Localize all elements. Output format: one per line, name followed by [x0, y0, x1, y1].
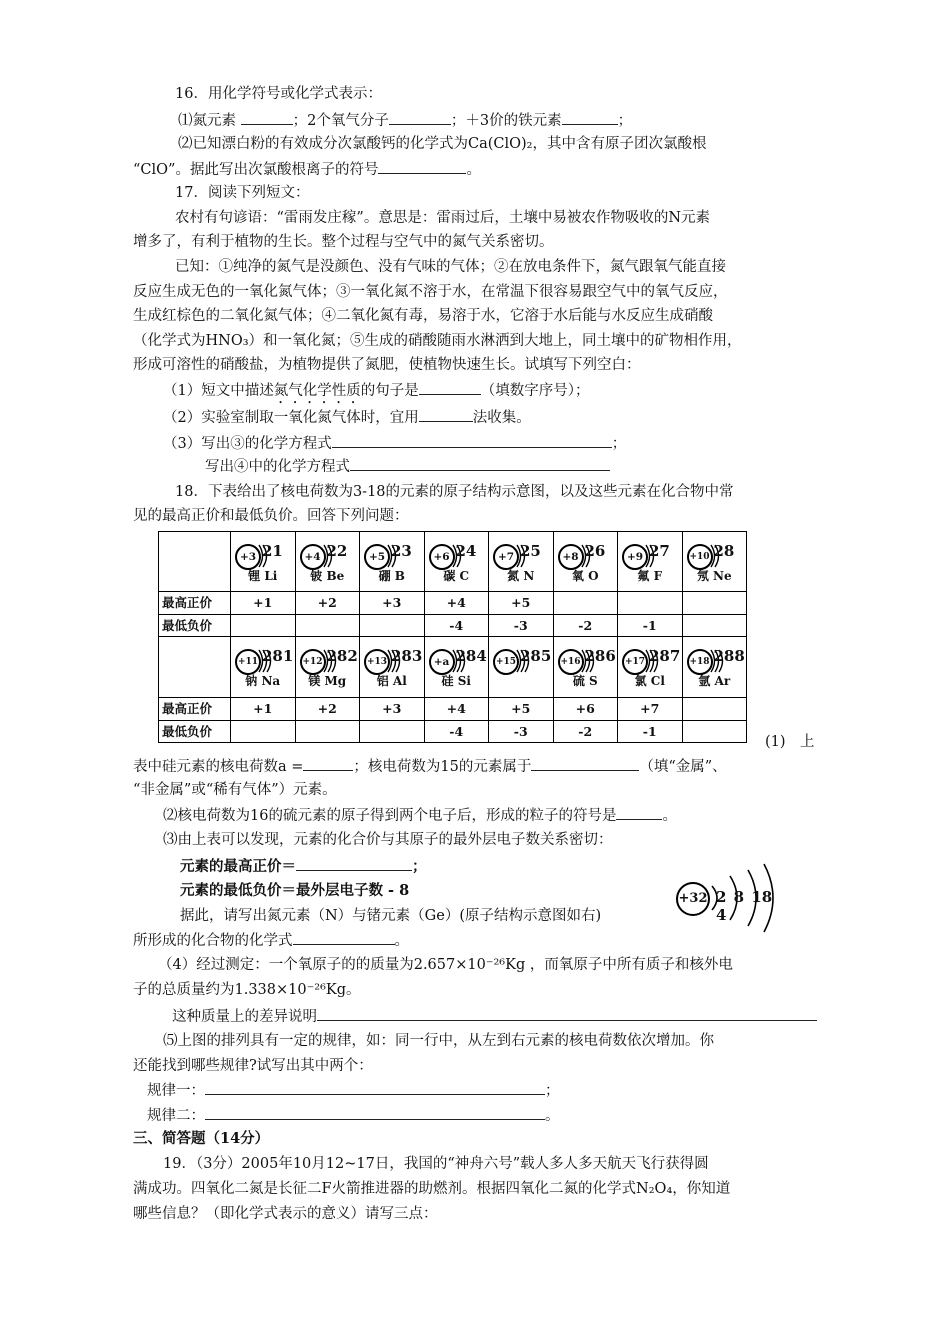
- atom-diagram: [425, 540, 489, 584]
- q17-sub3b: [205, 456, 610, 477]
- q17-s1-c: 的句子是: [360, 383, 419, 399]
- element-name: 氖 Ne: [696, 568, 732, 583]
- q16-stem: 16．用化学符号或化学式表示：: [175, 86, 382, 102]
- table-cell: -1: [618, 615, 683, 637]
- answer-blank[interactable]: [296, 856, 412, 871]
- q17-s2-a: （2）实验室制取一氧化氮气体时，宜用: [163, 410, 419, 426]
- q18-sub2: [163, 805, 677, 826]
- q18-rule-high: [180, 856, 427, 877]
- q17-sub1: [163, 380, 589, 407]
- table-cell: +4: [424, 592, 489, 615]
- section-title: 三、简答题（14分）: [133, 1130, 270, 1147]
- electron-count: 28: [713, 541, 735, 560]
- nucleus: +17: [622, 649, 648, 675]
- table-cell: [682, 637, 747, 698]
- q18-rule-low: 元素的最低负价＝最外层电子数 - 8: [180, 882, 410, 899]
- table-cell: +1: [231, 698, 296, 721]
- table-cell: [618, 592, 683, 615]
- table-cell: [360, 615, 425, 637]
- q17-text-3: 已知：①纯净的氮气是没颜色、没有气味的气体；②在放电条件下，氮气跟氧气能直接: [175, 259, 726, 275]
- nucleus: +11: [235, 649, 261, 675]
- q18-sub4-1: （4）经过测定：一个氧原子的的质量为2.657×10⁻²⁶Kg ，而氧原子中所有质子和核外电: [158, 957, 733, 973]
- q18-sub3: ⑶由上表可以发现，元素的化合价与其原子的最外层电子数关系密切：: [163, 832, 613, 848]
- table-row: [159, 721, 747, 743]
- nucleus: +16: [558, 649, 584, 675]
- table-cell: +2: [295, 592, 360, 615]
- table-cell: [682, 698, 747, 721]
- nucleus: +3: [235, 544, 261, 570]
- table-row: [159, 615, 747, 637]
- law1-label: 规律一：: [147, 1083, 205, 1099]
- atom-diagram: [425, 645, 489, 689]
- q18-s2-a: ⑵核电荷数为16的硫元素的原子得到两个电子后，形成的粒子的符号是: [163, 808, 617, 824]
- q18-stem-2: 见的最高正价和最低负价。回答下列问题：: [133, 508, 409, 524]
- nucleus: +15: [493, 649, 519, 675]
- electron-count: 286: [584, 647, 616, 665]
- table-cell: +3: [360, 698, 425, 721]
- q16-p1-a: ⑴氮元素: [178, 113, 241, 129]
- q19-line-3: 哪些信息？（即化学式表示的意义）请写三点：: [133, 1206, 438, 1222]
- table-cell: [231, 532, 296, 592]
- q17-text-5: 生成红棕色的二氧化氮气体；④二氧化氮有毒，易溶于水，它溶于水后能与水反应生成硝酸: [133, 308, 713, 324]
- table-row: [159, 532, 747, 592]
- answer-blank[interactable]: [332, 433, 612, 448]
- nucleus: +7: [493, 544, 519, 570]
- table-cell: -3: [489, 721, 554, 743]
- element-name: 氮 N: [507, 568, 535, 583]
- atom-diagram: [231, 540, 295, 584]
- electron-count: 22: [326, 541, 348, 560]
- q17-text-6: （化学式为HNO₃）和一氧化氮；⑤生成的硝酸随雨水淋洒到大地上，同土壤中的矿物相作用，: [133, 333, 742, 349]
- electron-count: 287: [649, 647, 681, 665]
- element-name: 氧 O: [571, 568, 599, 583]
- atom-diagram: [360, 540, 424, 584]
- electron-count: 285: [520, 647, 552, 665]
- q18-s3-d: 所形成的化合物的化学式: [133, 933, 293, 949]
- q18-law1: [147, 1080, 560, 1101]
- nucleus: +13: [364, 649, 390, 675]
- table-cell: [295, 721, 360, 743]
- ge-nucleus: +32: [676, 882, 710, 916]
- atom-diagram: [683, 540, 747, 584]
- q18-sub4-2: 子的总质量约为1.338×10⁻²⁶Kg。: [133, 982, 361, 998]
- element-name: 硅 Si: [441, 674, 471, 688]
- electron-count: 27: [649, 541, 670, 560]
- table-corner: [159, 532, 231, 592]
- q18-sub5-2: 还能找到哪些规律?试写出其中两个：: [133, 1058, 373, 1074]
- table-cell: +3: [360, 592, 425, 615]
- q17-s3-a: （3）写出③的化学方程式: [163, 436, 332, 452]
- table-cell: +6: [553, 698, 618, 721]
- q17-sub3: [163, 433, 626, 454]
- table-cell: -4: [424, 615, 489, 637]
- answer-blank[interactable]: [205, 1080, 545, 1095]
- electron-count: 23: [391, 541, 412, 560]
- q18-law2: [147, 1105, 560, 1126]
- q18-sub1-end: “非金属”或“稀有气体”）元素。: [133, 782, 337, 798]
- electron-count: 288: [713, 647, 745, 665]
- answer-blank[interactable]: [317, 1006, 817, 1021]
- element-name: 铍 Be: [310, 568, 345, 583]
- electron-count: 21: [262, 541, 283, 560]
- table-cell: [295, 532, 360, 592]
- q16-part2-line2: [133, 159, 481, 180]
- table-cell: [360, 721, 425, 743]
- atom-diagram: [618, 645, 682, 689]
- q17-sub2: [163, 407, 531, 428]
- q16-p2-c: 。: [466, 162, 481, 178]
- table-cell: [682, 615, 747, 637]
- q17-s1-d: （填数字序号）；: [480, 383, 590, 399]
- atom-diagram: [554, 645, 618, 689]
- q18-s3-e: 。: [394, 933, 409, 949]
- table-row: [159, 592, 747, 615]
- q17-stem: 17．阅读下列短文：: [175, 185, 310, 201]
- nucleus: +18: [687, 649, 713, 675]
- electron-count: 26: [584, 541, 606, 560]
- row-label: 最低负价: [159, 721, 231, 743]
- table-cell: [682, 721, 747, 743]
- atom-diagram: [554, 540, 618, 584]
- nucleus: +9: [622, 544, 648, 570]
- atom-diagram: [296, 540, 360, 584]
- law2-end: 。: [545, 1108, 560, 1124]
- nucleus: +a: [429, 649, 455, 675]
- q18-stem-1: 18．下表给出了核电荷数为3-18的元素的原子结构示意图，以及这些元素在化合物中常: [175, 484, 734, 500]
- atom-diagram: [683, 645, 747, 689]
- element-name: 硼 B: [378, 568, 405, 583]
- q16-p1-b: ；2个氧气分子: [292, 113, 389, 129]
- q18-s4-c: 这种质量上的差异说明: [172, 1009, 317, 1025]
- table-cell: [424, 637, 489, 698]
- q18-s2-b: 。: [662, 808, 677, 824]
- q16-p1-c: ；＋3价的铁元素: [450, 113, 562, 129]
- electron-count: 281: [262, 647, 294, 665]
- answer-blank[interactable]: [531, 756, 639, 771]
- q17-s3-b: ；: [611, 436, 627, 452]
- q17-s4-a: 写出④中的化学方程式: [205, 459, 350, 475]
- q19-line-1: 19．（3分）2005年10月12~17日，我国的“神舟六号”载人多人多天航天飞行获得圆: [163, 1156, 709, 1172]
- table-cell: [682, 532, 747, 592]
- table-cell: [231, 721, 296, 743]
- table-cell: +2: [295, 698, 360, 721]
- nucleus: +4: [300, 544, 326, 570]
- element-name: 硫 S: [572, 674, 598, 688]
- element-name: 氩 Ar: [698, 674, 731, 688]
- atom-diagram: [296, 645, 360, 689]
- table-cell: [360, 637, 425, 698]
- nucleus: +12: [300, 649, 326, 675]
- table-cell: [553, 532, 618, 592]
- table-row: [159, 637, 747, 698]
- germanium-atom-diagram: [676, 862, 786, 934]
- table-cell: [295, 637, 360, 698]
- q18-sub5-1: ⑸上图的排列具有一定的规律，如：同一行中，从左到右元素的核电荷数依次增加。你: [163, 1033, 714, 1049]
- element-name: 氯 Cl: [634, 674, 665, 688]
- law2-label: 规律二：: [147, 1108, 205, 1124]
- element-name: 铝 Al: [376, 674, 407, 688]
- q18-sub4-3: [172, 1006, 817, 1027]
- q16-p1-d: ；: [617, 113, 633, 129]
- atom-diagram: [618, 540, 682, 584]
- table-cell: [231, 615, 296, 637]
- table-cell: [682, 592, 747, 615]
- element-name: 氟 F: [637, 568, 663, 583]
- electron-count: 24: [455, 541, 477, 560]
- q17-s2-b: 法收集。: [472, 410, 531, 426]
- atom-diagram: [489, 540, 553, 584]
- table-cell: -2: [553, 721, 618, 743]
- row-label: 最高正价: [159, 698, 231, 721]
- element-table: [158, 531, 747, 743]
- q18-sub1-lead: (1) 上: [765, 734, 815, 750]
- electron-count: 282: [326, 647, 358, 665]
- q18-sub3-d: [133, 930, 409, 951]
- q18-sub3-c: 据此，请写出氮元素（N）与锗元素（Ge）(原子结构示意图如右): [180, 908, 602, 924]
- q17-text-4: 反应生成无色的一氧化氮气体；③一氧化氮不溶于水，在常温下很容易跟空气中的氧气反应，: [133, 284, 728, 300]
- table-cell: [553, 637, 618, 698]
- table-cell: -3: [489, 615, 554, 637]
- answer-blank[interactable]: [350, 456, 610, 471]
- answer-blank[interactable]: [419, 380, 481, 395]
- answer-blank[interactable]: [419, 407, 473, 422]
- answer-blank[interactable]: [241, 110, 293, 125]
- table-cell: [553, 592, 618, 615]
- nucleus: +6: [429, 544, 455, 570]
- q16-part1: [178, 110, 632, 131]
- element-name: 锂 Li: [248, 568, 278, 583]
- table-cell: +4: [424, 698, 489, 721]
- table-cell: [295, 615, 360, 637]
- q17-text-1: 农村有句谚语：“雷雨发庄稼”。意思是：雷雨过后，土壤中易被农作物吸收的N元素: [175, 210, 711, 226]
- table-cell: -2: [553, 615, 618, 637]
- q17-text-7: 形成可溶性的硝酸盐，为植物提供了氮肥，使植物快速生长。试填写下列空白：: [133, 357, 641, 373]
- table-cell: [618, 532, 683, 592]
- table-cell: [489, 637, 554, 698]
- q16-p2-b: “ClO”。据此写出次氯酸根离子的符号: [133, 162, 379, 178]
- table-cell: [231, 637, 296, 698]
- table-cell: +7: [618, 698, 683, 721]
- row-label: 最高正价: [159, 592, 231, 615]
- table-cell: -1: [618, 721, 683, 743]
- element-name: 镁 Mg: [308, 674, 347, 688]
- q19-line-2: 满成功。四氧化二氮是长征二F火箭推进器的助燃剂。根据四氧化二氮的化学式N₂O₄，你知道: [133, 1181, 731, 1197]
- table-cell: [489, 532, 554, 592]
- nucleus: +5: [364, 544, 390, 570]
- answer-blank[interactable]: [616, 805, 662, 820]
- table-row: [159, 698, 747, 721]
- table-cell: [360, 532, 425, 592]
- element-name: 钠 Na: [245, 674, 281, 688]
- atom-diagram: [231, 645, 295, 689]
- answer-blank[interactable]: [293, 930, 395, 945]
- electron-count: 283: [391, 647, 423, 665]
- law1-end: ；: [545, 1083, 560, 1099]
- table-cell: +5: [489, 698, 554, 721]
- table-corner: [159, 637, 231, 698]
- table-cell: -4: [424, 721, 489, 743]
- answer-blank[interactable]: [205, 1105, 545, 1120]
- nucleus: +10: [687, 544, 713, 570]
- q17-s1-a: （1）短文中描述: [163, 383, 274, 399]
- ge-electron-count: 2 8 18 4: [716, 888, 773, 924]
- table-cell: +5: [489, 592, 554, 615]
- row-label: 最低负价: [159, 615, 231, 637]
- table-cell: [618, 637, 683, 698]
- q18-s1-b: ；核电荷数为15的元素属于: [353, 759, 532, 775]
- answer-blank[interactable]: [378, 159, 466, 174]
- q18-sub1: [133, 756, 727, 777]
- q17-s1-emphasis: 氮气化学性质: [273, 383, 361, 399]
- atom-diagram: [489, 645, 553, 689]
- q18-s1-c: （填“金属”、: [639, 759, 727, 775]
- element-name: 碳 C: [443, 568, 470, 583]
- q17-text-2: 增多了，有利于植物的生长。整个过程与空气中的氮气关系密切。: [133, 234, 554, 250]
- table-cell: +1: [231, 592, 296, 615]
- q18-s1-a: 表中硅元素的核电荷数a =: [133, 759, 304, 775]
- electron-count: 284: [455, 647, 487, 665]
- q16-part2-line1: ⑵已知漂白粉的有效成分次氯酸钙的化学式为Ca(ClO)₂，其中含有原子团次氯酸根: [178, 136, 707, 152]
- rule-high-end: ；: [412, 858, 427, 875]
- atom-diagram: [360, 645, 424, 689]
- electron-count: 25: [520, 541, 541, 560]
- answer-blank[interactable]: [389, 110, 451, 125]
- table-cell: [424, 532, 489, 592]
- rule-high-label: 元素的最高正价＝: [180, 858, 296, 875]
- answer-blank[interactable]: [562, 110, 618, 125]
- nucleus: +8: [558, 544, 584, 570]
- answer-blank[interactable]: [303, 756, 353, 771]
